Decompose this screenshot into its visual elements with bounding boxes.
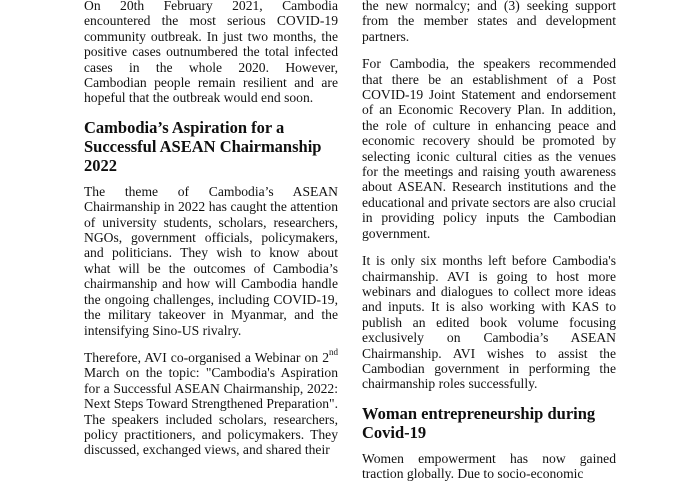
webinar-text-rest: March on the topic: "Cambodia's Aspiration for a Successful ASEAN Chairmanship, 2022: Next Steps Toward Strengthened Preparation". The speakers included scholars, researchers, policy practitioners, and policymakers. They discussed, exchanged views, and shared their	[84, 365, 338, 458]
chairmanship-theme-paragraph: The theme of Cambodia’s ASEAN Chairmanship in 2022 has caught the attention of university students, scholars, researchers, NGOs, government officials, policymakers, and politicians. They wish to know about what will be the outcomes of Cambodia’s chairmanship and how will Cambodia handle the ongoing challenges, including COVID-19, the military takeover in Myanmar, and the intensifying Sino-US rivalry.	[84, 183, 338, 338]
recommendations-paragraph: For Cambodia, the speakers recommended that there be an establishment of a Post COVID-19 Joint Statement and endorsement of an Economic Recovery Plan. In addition, the role of culture in enhancing peace and economic recovery should be promoted by selecting iconic cultural cities as the venues for the meetings and raising youth awareness about ASEAN. Research institutions and the educational and private sectors are also crucial in providing policy inputs the Cambodian government.	[362, 56, 616, 241]
chairmanship-heading: Cambodia’s Aspiration for a Successful ASEAN Chairmanship 2022	[84, 117, 322, 175]
right-column	[362, 0, 616, 482]
ordinal-suffix: nd	[329, 347, 338, 358]
webinar-text-start: Therefore, AVI co-organised a Webinar on 2	[84, 349, 329, 365]
normalcy-paragraph: the new normalcy; and (3) seeking support from the member states and development partners.	[362, 0, 616, 44]
six-months-paragraph: It is only six months left before Cambodia's chairmanship. AVI is going to host more webinars and dialogues to collect more ideas and inputs. It is also working with KAS to publish an edited book volume focusing exclusively on Cambodia’s ASEAN Chairmanship. AVI wishes to assist the Cambodian government in performing the chairmanship roles successfully.	[362, 253, 616, 392]
webinar-paragraph	[84, 347, 338, 458]
left-column	[84, 0, 338, 458]
covid-outbreak-paragraph: On 20th February 2021, Cambodia encountered the most serious COVID-19 community outbreak. In just two months, the positive cases outnumbered the total infected cases in the whole 2020. However, Cambodian people remain resilient and are hopeful that the outbreak would end soon.	[84, 0, 338, 106]
women-empowerment-paragraph: Women empowerment has now gained traction globally. Due to socio-economic	[362, 450, 616, 482]
women-entrepreneurship-heading: Woman entrepreneurship during Covid-19	[362, 403, 596, 442]
